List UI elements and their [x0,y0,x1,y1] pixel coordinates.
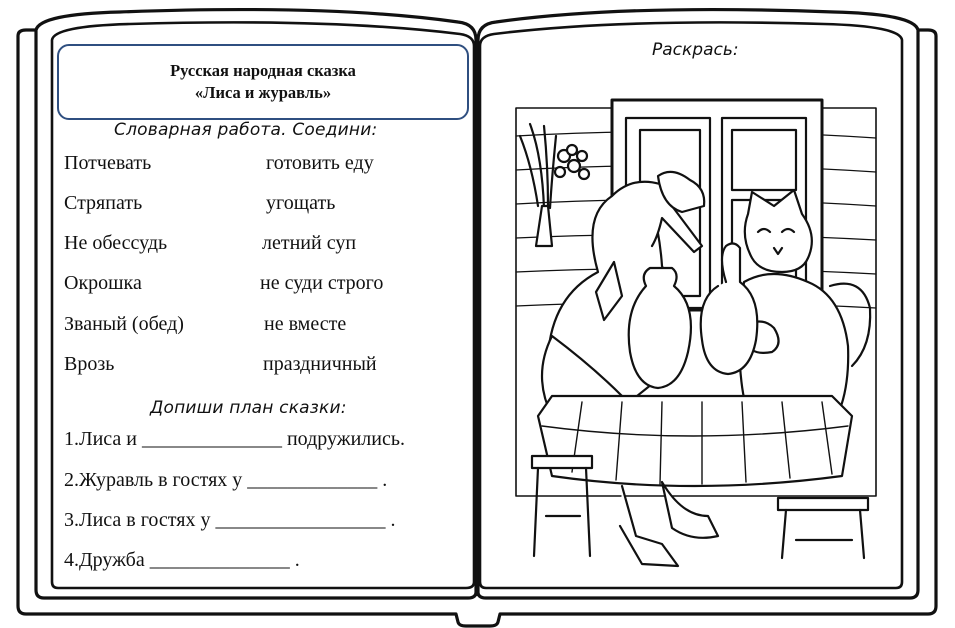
vocab-meaning: готовить еду [266,152,374,174]
vocab-word: Окрошка [64,272,142,294]
vocab-meaning: не вместе [264,313,347,335]
story-title-line1: Русская народная сказка [170,61,356,80]
vocab-word: Званый (обед) [64,313,184,335]
coloring-heading: Раскрась: [652,40,739,60]
vocab-meaning: угощать [266,192,336,214]
vocab-meaning: летний суп [262,232,357,254]
vocab-word: Потчевать [64,152,152,174]
story-title-box [57,44,469,120]
plan-item: 1.Лиса и ______________ подружились. [64,428,405,450]
vocab-word: Не обессудь [64,232,168,254]
vocab-word: Стряпать [64,192,143,214]
plan-item: 4.Дружба ______________ . [64,549,300,571]
story-title-line2: «Лиса и журавль» [194,83,332,102]
plan-heading: Допиши план сказки: [150,398,347,418]
fox-and-crane-coloring-picture [512,96,880,570]
vocab-heading: Словарная работа. Соедини: [114,120,378,140]
vocab-meaning: праздничный [263,353,377,375]
vocab-meaning: не суди строго [260,272,384,294]
vocab-word: Врозь [64,353,115,375]
plan-item: 3.Лиса в гостях у _________________ . [64,509,396,531]
plan-item: 2.Журавль в гостях у _____________ . [64,469,388,491]
